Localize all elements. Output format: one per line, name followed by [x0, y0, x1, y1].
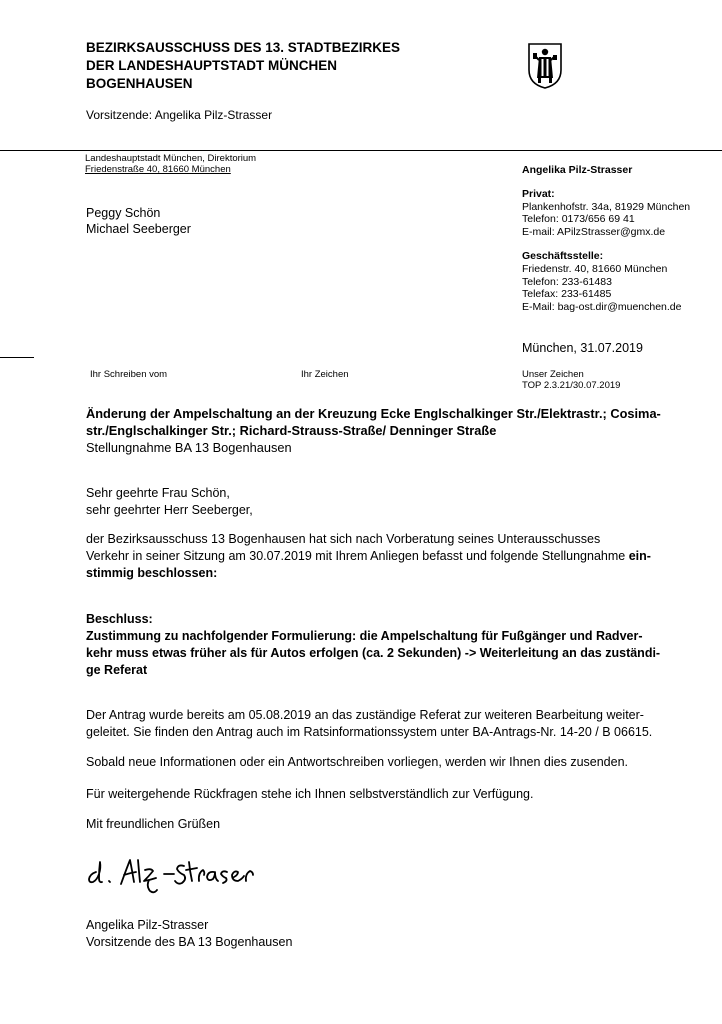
intro-line: der Bezirksausschuss 13 Bogenhausen hat sich nach Vorberatung seines Unterausschusses: [86, 532, 601, 546]
resolution-heading: Beschluss:: [86, 612, 153, 626]
forwarding-line: geleitet. Sie finden den Antrag auch im Ratsinformationssystem unter BA-Antrags-Nr. 14-20 / B 06615.: [86, 725, 653, 739]
resolution-line: Zustimmung zu nachfolgender Formulierung: die Ampelschaltung für Fußgänger und Radver-: [86, 629, 643, 643]
private-email: E-mail: APilzStrasser@gmx.de: [522, 226, 666, 239]
private-phone: Telefon: 0173/656 69 41: [522, 213, 635, 226]
letterhead-line-1: BEZIRKSAUSSCHUSS DES 13. STADTBEZIRKES: [86, 40, 401, 55]
our-sign-value: TOP 2.3.21/30.07.2019: [522, 380, 621, 391]
signatory-name: Angelika Pilz-Strasser: [86, 918, 209, 932]
recipient-name: Michael Seeberger: [86, 222, 191, 236]
your-letter-label: Ihr Schreiben vom: [90, 369, 168, 380]
sender-address: Friedenstraße 40, 81660 München: [85, 164, 231, 175]
recipient-block: [86, 205, 191, 237]
office-address: Friedenstr. 40, 81660 München: [522, 262, 668, 275]
private-heading: Privat:: [522, 187, 555, 200]
intro-paragraph: [86, 531, 696, 582]
sender-org: Landeshauptstadt München, Direktorium: [85, 153, 257, 164]
munich-coat-of-arms-icon: [527, 42, 563, 90]
signatory-block: [86, 917, 696, 951]
resolution-block: [86, 611, 696, 679]
forwarding-line: Der Antrag wurde bereits am 05.08.2019 an das zuständige Referat zur weiteren Bearbeitung weiter-: [86, 708, 644, 722]
handwritten-signature: [86, 848, 258, 898]
office-fax: Telefax: 233-61485: [522, 288, 612, 301]
our-sign-label: Unser Zeichen: [522, 369, 584, 380]
our-sign-block: [522, 369, 620, 391]
intro-bold: ein-: [628, 549, 651, 563]
sidebar-name: Angelika Pilz-Strasser: [522, 164, 633, 176]
forwarding-paragraph: [86, 707, 696, 741]
subject-line: Änderung der Ampelschaltung an der Kreuzung Ecke Englschalkinger Str./Elektrastr.; Cosima-: [86, 406, 661, 421]
intro-text: Verkehr in seiner Sitzung am 30.07.2019 mit Ihrem Anliegen befasst und folgende Stellungnahme: [86, 549, 629, 563]
subject-line: str./Englschalkinger Str.; Richard-Strauss-Straße/ Denninger Straße: [86, 423, 497, 438]
header-divider: [0, 150, 722, 151]
fold-mark: [0, 357, 34, 358]
subject: [86, 405, 696, 456]
recipient-name: Peggy Schön: [86, 206, 161, 220]
salutation-line: Sehr geehrte Frau Schön,: [86, 486, 230, 500]
private-address: Plankenhofstr. 34a, 81929 München: [522, 200, 691, 213]
letterhead-line-2: DER LANDESHAUPTSTADT MÜNCHEN: [86, 58, 337, 73]
signatory-title: Vorsitzende des BA 13 Bogenhausen: [86, 935, 293, 949]
letterhead-line-3: BOGENHAUSEN: [86, 76, 193, 91]
chairperson-line: Vorsitzende: Angelika Pilz-Strasser: [86, 108, 273, 122]
salutation-line: sehr geehrter Herr Seeberger,: [86, 503, 253, 517]
info-paragraph: Sobald neue Informationen oder ein Antwortschreiben vorliegen, werden wir Ihnen dies zusenden.: [86, 755, 629, 769]
resolution-line: ge Referat: [86, 663, 148, 677]
letterhead-title: [86, 39, 506, 93]
letter-date: München, 31.07.2019: [522, 341, 643, 355]
resolution-line: kehr muss etwas früher als für Autos erfolgen (ca. 2 Sekunden) -> Weiterleitung an das zuständi-: [86, 646, 661, 660]
closing: Mit freundlichen Grüßen: [86, 817, 221, 831]
your-sign-label: Ihr Zeichen: [301, 369, 349, 380]
office-email: E-Mail: bag-ost.dir@muenchen.de: [522, 301, 682, 314]
questions-paragraph: Für weitergehende Rückfragen stehe ich Ihnen selbstverständlich zur Verfügung.: [86, 787, 534, 801]
subject-subline: Stellungnahme BA 13 Bogenhausen: [86, 440, 292, 455]
office-heading: Geschäftsstelle:: [522, 249, 604, 262]
contact-sidebar: [522, 164, 722, 314]
sender-line: [85, 153, 256, 175]
office-phone: Telefon: 233-61483: [522, 275, 612, 288]
salutation: [86, 485, 696, 519]
intro-line-bold: stimmig beschlossen:: [86, 566, 218, 580]
intro-line: [86, 548, 696, 565]
